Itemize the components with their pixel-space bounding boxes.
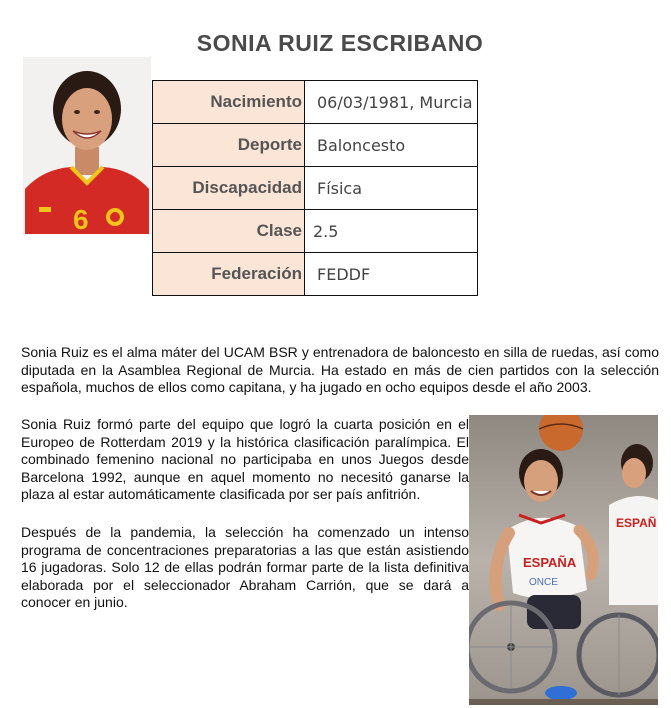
row-nacimiento [153, 81, 478, 124]
svg-text:ESPAÑA: ESPAÑA [523, 555, 577, 570]
row-discapacidad [153, 167, 478, 210]
label-deporte: Deporte [153, 124, 305, 167]
profile-table [152, 80, 478, 296]
portrait-photo [23, 57, 151, 234]
value-clase: 2.5 [305, 210, 478, 253]
page-title: SONIA RUIZ ESCRIBANO [196, 30, 484, 56]
value-deporte: Baloncesto [305, 124, 478, 167]
value-discapacidad: Física [305, 167, 478, 210]
row-federacion [153, 253, 478, 296]
label-nacimiento: Nacimiento [153, 81, 305, 124]
bio-paragraph: Sonia Ruiz formó parte del equipo que logró la cuarta posición en el Europeo de Rotterdam 2019 y la histórica clasificación paralímpica. El combinado femenino nacional no participaba en unos Juegos desde Barcelona 1992, aunque en aquel momento no necesitó ganarse la plaza al estar automáticamente clasificada por ser país anfitrión. [21, 416, 469, 503]
bio-paragraph: Sonia Ruiz es el alma máter del UCAM BSR y entrenadora de baloncesto en silla de ruedas, así como diputada en la Asamblea Regional de Murcia. Ha estado en más de cien partidos con la selección española, muchos de ellos como capitana, y ha jugado en ocho equipos desde el año 2003. [21, 344, 659, 396]
row-clase [153, 210, 478, 253]
svg-text:6: 6 [73, 204, 89, 234]
row-deporte [153, 124, 478, 167]
label-clase: Clase [153, 210, 305, 253]
label-discapacidad: Discapacidad [153, 167, 305, 210]
value-nacimiento: 06/03/1981, Murcia [305, 81, 478, 124]
svg-text:ONCE: ONCE [529, 577, 558, 588]
value-federacion: FEDDF [305, 253, 478, 296]
bio-paragraph: Después de la pandemia, la selección ha comenzado un intenso programa de concentraciones preparatorias a las que están asistiendo 16 jugadoras. Solo 12 de ellas podrán formar parte de la lista definitiva elaborada por el seleccionador Abraham Carrión, que se dará a conocer en junio. [21, 524, 469, 611]
svg-text:ESPAÑ: ESPAÑ [616, 516, 657, 530]
label-federacion: Federación [153, 253, 305, 296]
wheelchair-basketball-photo [469, 415, 658, 705]
